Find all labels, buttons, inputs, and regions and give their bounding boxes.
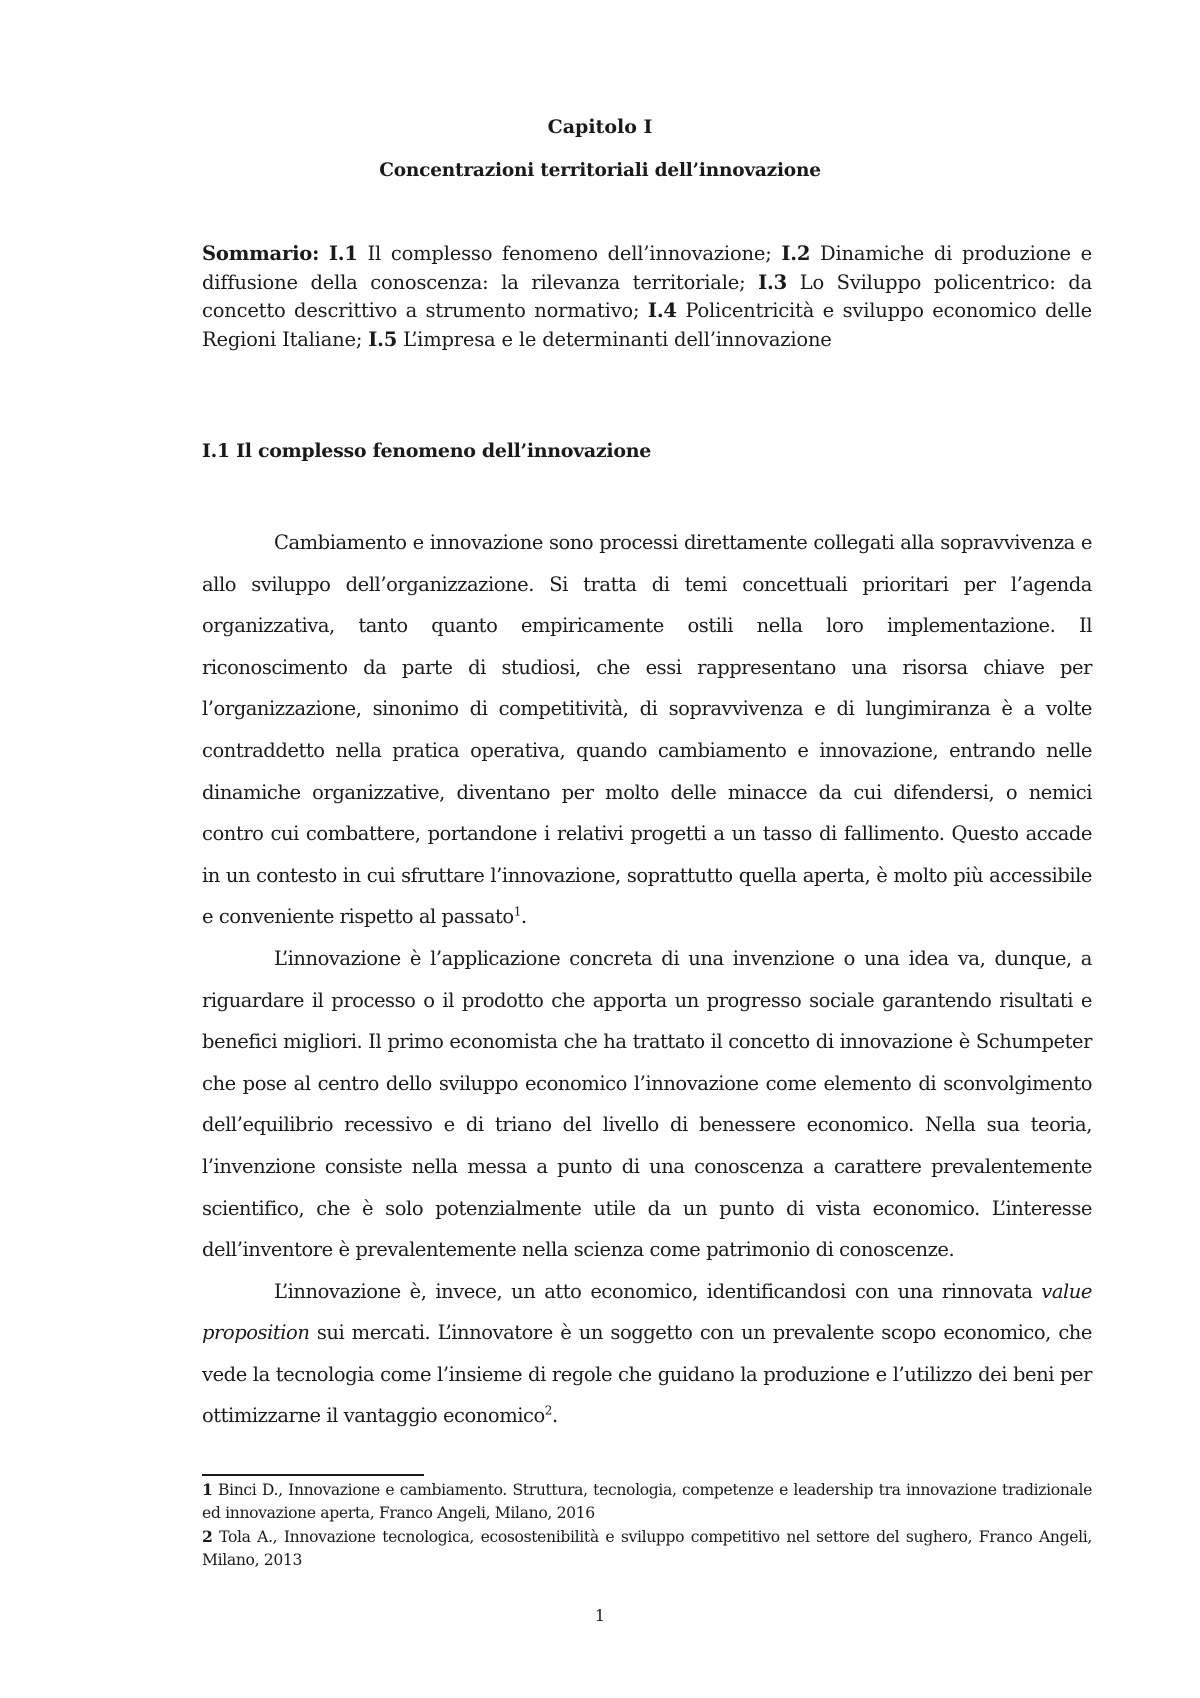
- summary-item-number: I.4: [647, 299, 677, 322]
- paragraph-text: sui mercati. L’innovatore è un soggetto con un prevalente scopo economico, che vede la tecnologia come l’insieme di regole che guidano la produzione e l’utilizzo dei beni per ottimizzarne il vantaggio economico: [202, 1321, 1092, 1428]
- summary-item-text: Il complesso fenomeno dell’innovazione;: [357, 242, 782, 265]
- summary-item-text: Lo Sviluppo policentrico: da concetto descrittivo a strumento normativo;: [202, 270, 1092, 322]
- section-heading: I.1 Il complesso fenomeno dell’innovazione: [202, 440, 651, 462]
- paragraph-text: .: [520, 905, 527, 929]
- chapter-label: Capitolo I: [547, 116, 653, 138]
- summary-item-text: L’impresa e le determinanti dell’innovazione: [397, 327, 832, 351]
- summary-item-number: I.5: [368, 327, 398, 351]
- footnote-reference[interactable]: 1: [513, 904, 521, 919]
- italic-term: value proposition: [202, 1279, 1092, 1345]
- summary-item-number: I.3: [758, 270, 788, 294]
- footnote: [202, 1525, 1092, 1572]
- chapter-summary: [202, 240, 1092, 354]
- footnote: [202, 1478, 1092, 1525]
- footnote-separator: [202, 1474, 424, 1476]
- summary-item-number: I.1: [328, 242, 358, 265]
- paragraph: L’innovazione è l’applicazione concreta di una invenzione o una idea va, dunque, a riguardare il processo o il prodotto che apporta un progresso sociale garantendo risultati e benefici migliori. Il primo economista che ha trattato il concetto di innovazione è Schumpeter che pose al centro dello sviluppo economico l’innovazione come elemento di sconvolgimento dell’equilibrio recessivo e di triano del livello di benessere economico. Nella sua teoria, l’invenzione consiste nella messa a punto di una conoscenza a carattere prevalentemente scientifico, che è solo potenzialmente utile da un punto di vista economico. L’interesse dell’inventore è prevalentemente nella scienza come patrimonio di conoscenze.: [202, 946, 1092, 1262]
- paragraph: [202, 522, 1092, 938]
- page-number: 1: [594, 1606, 606, 1625]
- footnote-number: 2: [202, 1527, 213, 1546]
- footnote-text: Binci D., Innovazione e cambiamento. Struttura, tecnologia, competenze e leadership tra innovazione tradizionale ed innovazione aperta, Franco Angeli, Milano, 2016: [202, 1481, 1092, 1522]
- footnote-number: 1: [202, 1480, 213, 1499]
- summary-item-text: Dinamiche di produzione e diffusione della conoscenza: la rilevanza territoriale;: [202, 242, 1093, 294]
- summary-label: Sommario:: [202, 242, 320, 265]
- footnotes: [202, 1478, 1092, 1572]
- footnote-reference[interactable]: 2: [544, 1403, 552, 1418]
- paragraph-text: L’innovazione è, invece, un atto economico, identificandosi con una rinnovata: [274, 1279, 1042, 1303]
- summary-item-text: Policentricità e sviluppo economico delle Regioni Italiane;: [202, 299, 1092, 351]
- paragraph: [202, 1271, 1092, 1437]
- chapter-title: Concentrazioni territoriali dell’innovazione: [379, 160, 821, 181]
- summary-item-number: I.2: [781, 242, 811, 265]
- footnote-text: Tola A., Innovazione tecnologica, ecosostenibilità e sviluppo competitivo nel settore del sughero, Franco Angeli, Milano, 2013: [202, 1528, 1092, 1569]
- paragraph-text: .: [551, 1404, 558, 1428]
- paragraph-text: Cambiamento e innovazione sono processi direttamente collegati alla sopravvivenza e allo sviluppo dell’organizzazione. Si tratta di temi concettuali prioritari per l’agenda organizzativa, tanto quanto empiricamente ostili nella loro implementazione. Il riconoscimento da parte di studiosi, che essi rappresentano una risorsa chiave per l’organizzazione, sinonimo di competitività, di sopravvivenza e di lungimiranza è a volte contraddetto nella pratica operativa, quando cambiamento e innovazione, entrando nelle dinamiche organizzative, diventano per molto delle minacce da cui difendersi, o nemici contro cui combattere, portandone i relativi progetti a un tasso di fallimento. Questo accade in un contesto in cui sfruttare l’innovazione, soprattutto quella aperta, è molto più accessibile e conveniente rispetto al passato: [202, 531, 1092, 929]
- body-text: [202, 522, 1092, 1437]
